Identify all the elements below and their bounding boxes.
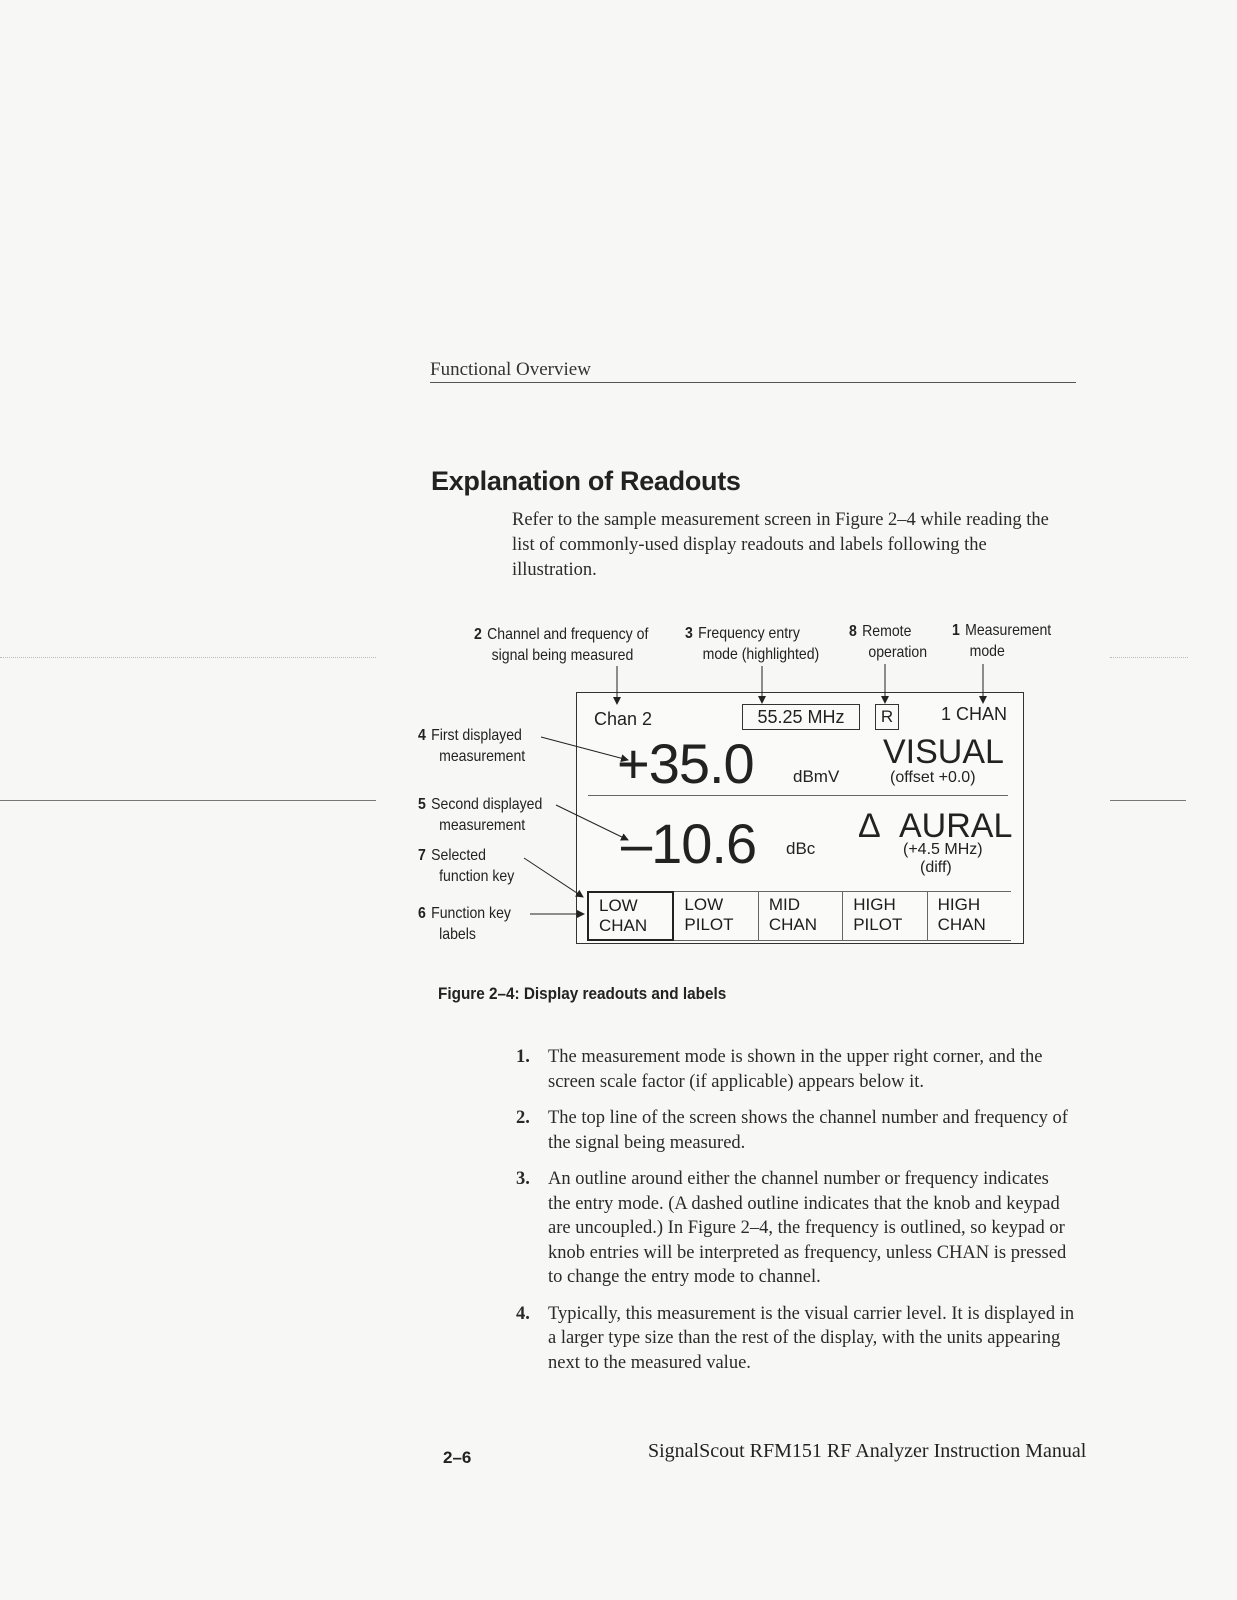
remote-indicator: R <box>875 704 899 730</box>
header-rule <box>430 382 1076 383</box>
scan-artifact-line <box>0 657 376 658</box>
callout-number: 3 <box>685 625 693 642</box>
second-measurement-label: AURAL <box>899 807 1013 845</box>
section-title: Explanation of Readouts <box>431 466 741 496</box>
screen-divider <box>588 795 1008 796</box>
callout-text: Function key <box>431 905 511 922</box>
second-measurement-diff: (diff) <box>920 859 952 876</box>
function-key-high-pilot[interactable] <box>843 892 927 940</box>
list-item-number: 4. <box>516 1303 530 1324</box>
callout-text: measurement <box>439 748 526 765</box>
list-item-number: 3. <box>516 1169 530 1189</box>
function-key-line2: PILOT <box>684 915 734 934</box>
callout-text: Frequency entry <box>698 625 800 642</box>
list-item-text: The top line of the screen shows the channel number and frequency of the signal being measured. <box>548 1108 1068 1153</box>
measurement-mode: 1 CHAN <box>941 704 1008 724</box>
callout-number: 6 <box>418 905 426 922</box>
callout-text: labels <box>439 926 476 943</box>
callout-number: 2 <box>474 626 482 643</box>
list-item-text: An outline around either the channel number or frequency indicates the entry mode. (A dashed outline indicates that the knob and keypad are uncoupled.) In Figure 2–4, the frequency is outlined, so keypad or knob entries will be interpreted as frequency, unless CHAN is pressed to change the entry mode to channel. <box>548 1169 1067 1287</box>
callout-3 <box>685 623 819 665</box>
callout-text: Channel and frequency of <box>487 626 649 643</box>
callout-text: First displayed <box>431 727 522 744</box>
function-key-line1: HIGH <box>853 895 896 914</box>
function-key-line2: PILOT <box>853 915 903 934</box>
second-measurement-unit: dBc <box>786 839 816 858</box>
callout-text: mode <box>969 643 1005 660</box>
callout-8 <box>849 621 927 663</box>
function-key-line1: LOW <box>684 895 724 914</box>
callout-text: Measurement <box>965 622 1052 639</box>
frequency-readout: 55.25 MHz <box>742 704 860 730</box>
function-key-line2: CHAN <box>937 915 986 934</box>
manual-title: SignalScout RFM151 RF Analyzer Instruction Manual <box>648 1440 1087 1462</box>
callout-text: Remote <box>862 623 912 640</box>
scan-artifact-line <box>0 800 376 801</box>
list-item <box>516 1106 1076 1155</box>
callout-6 <box>418 903 511 945</box>
function-key-line2: CHAN <box>599 916 648 935</box>
list-item <box>516 1167 1076 1290</box>
channel-readout: Chan 2 <box>594 709 653 729</box>
function-key-bar <box>587 891 1011 941</box>
readouts-list <box>516 1045 1076 1387</box>
callout-5 <box>418 794 542 836</box>
delta-symbol: Δ <box>858 807 881 845</box>
function-key-line1: HIGH <box>937 895 981 914</box>
first-measurement-unit: dBmV <box>793 767 840 786</box>
second-measurement-value: –10.6 <box>621 812 757 875</box>
callout-text: operation <box>868 644 928 661</box>
second-measurement-offset: (+4.5 MHz) <box>903 841 983 858</box>
callout-2 <box>474 624 648 666</box>
list-item-number: 1. <box>516 1047 530 1067</box>
callout-text: function key <box>439 868 515 885</box>
function-key-mid-chan[interactable] <box>759 892 843 940</box>
function-key-high-chan[interactable] <box>928 892 1011 940</box>
list-item-text: Typically, this measurement is the visual carrier level. It is displayed in a larger type size than the rest of the display, with the units appearing next to the measured value. <box>548 1303 1075 1373</box>
list-item-text: The measurement mode is shown in the upper right corner, and the screen scale factor (if applicable) appears below it. <box>548 1047 1043 1092</box>
first-measurement-offset: (offset +0.0) <box>890 769 976 786</box>
callout-1 <box>952 620 1051 662</box>
function-key-line1: MID <box>768 895 800 914</box>
callout-number: 4 <box>418 727 426 744</box>
scan-artifact-line <box>1110 657 1188 658</box>
callout-text: measurement <box>439 817 526 834</box>
function-key-line2: CHAN <box>768 915 817 934</box>
leader-arrow-7 <box>524 858 583 897</box>
callout-7 <box>418 845 514 887</box>
intro-paragraph: Refer to the sample measurement screen in Figure 2–4 while reading the list of commonly-used display readouts and labels following the illustration. <box>512 510 1049 580</box>
callout-number: 7 <box>418 847 426 864</box>
running-head: Functional Overview <box>430 359 591 380</box>
callout-text: mode (highlighted) <box>702 646 820 663</box>
function-key-low-pilot[interactable] <box>674 892 758 940</box>
callout-text: signal being measured <box>491 647 634 664</box>
scan-artifact-line <box>1110 800 1186 801</box>
callout-number: 1 <box>952 622 960 639</box>
function-key-line1: LOW <box>599 896 638 915</box>
callout-text: Second displayed <box>431 796 543 813</box>
callout-number: 8 <box>849 623 857 640</box>
callout-4 <box>418 725 525 767</box>
callout-text: Selected <box>431 847 486 864</box>
callout-number: 5 <box>418 796 426 813</box>
function-key-low-chan[interactable] <box>587 891 674 941</box>
list-item <box>516 1302 1076 1376</box>
first-measurement-label: VISUAL <box>883 733 1004 771</box>
list-item-number: 2. <box>516 1108 530 1128</box>
first-measurement-value: +35.0 <box>617 732 754 795</box>
list-item <box>516 1045 1076 1094</box>
page-number: 2–6 <box>443 1448 472 1467</box>
figure-caption: Figure 2–4: Display readouts and labels <box>438 984 727 1003</box>
display-screen <box>576 692 1024 944</box>
